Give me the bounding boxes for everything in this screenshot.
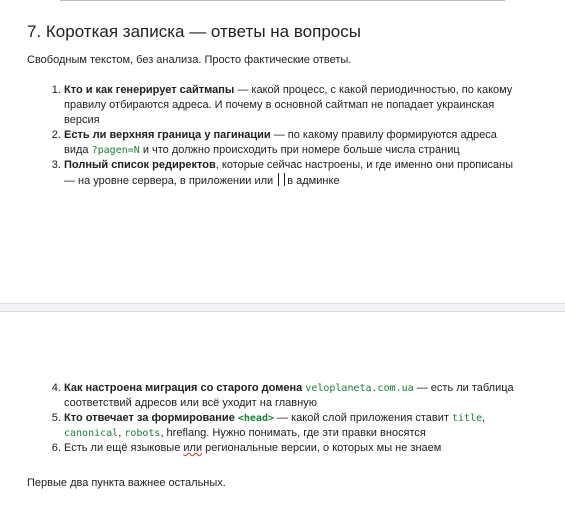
item-2-code: ?pagen=N: [91, 145, 140, 156]
list-item-1[interactable]: [64, 83, 524, 128]
section-heading[interactable]: 7. Короткая записка — ответы на вопросы: [27, 22, 361, 41]
list-item-4[interactable]: [64, 381, 524, 411]
questions-list-part-1: [48, 83, 524, 189]
item-5-bold-code: <head>: [237, 413, 274, 424]
item-5-text-a: — какой слой приложения ставит: [274, 412, 452, 424]
list-item-2[interactable]: [64, 128, 524, 158]
item-1-text: — какой процесс, с какой периодичностью, по какому правилу отбираются адреса. И почему в основной сайтмап не попадает украинская версия: [64, 84, 513, 126]
item-6-text-a: Есть ли ещё языковые: [64, 442, 184, 454]
item-3-title: Полный список редиректов: [64, 159, 216, 171]
list-item-6[interactable]: [64, 441, 524, 456]
item-5-code-canonical: canonical: [64, 428, 119, 439]
item-2-text-b: и что должно происходить при номере больше числа страниц: [139, 144, 460, 156]
list-item-5[interactable]: [64, 411, 524, 441]
item-5-code-robots: robots: [124, 428, 161, 439]
item-4-title: Как настроена миграция со старого домена: [64, 382, 303, 394]
item-4-code: veloplaneta.com.ua: [305, 383, 414, 394]
item-1-title: Кто и как генерирует сайтмапы: [64, 84, 235, 96]
item-3-text-b: в админке: [287, 175, 340, 187]
item-2-text-a: — по какому правилу формируются адреса вида: [64, 129, 497, 156]
list-item-3[interactable]: [64, 158, 524, 189]
item-5-code-title: title: [451, 413, 483, 424]
item-2-title: Есть ли верхняя граница у пагинации: [64, 129, 271, 141]
spellcheck-word[interactable]: или: [183, 442, 203, 454]
item-5-separator-1: ,: [482, 412, 486, 424]
closing-paragraph[interactable]: Первые два пункта важнее остальных.: [27, 477, 226, 489]
page-top-divider: [60, 0, 505, 1]
item-6-text-b: региональные версии, о которых мы не знаем: [202, 442, 442, 454]
item-5-title: Кто отвечает за формирование: [64, 412, 238, 424]
item-5-text-b: , hreflang. Нужно понимать, где эти правки вносятся: [160, 427, 426, 439]
text-cursor-icon: [278, 173, 285, 186]
questions-list-part-2: [48, 381, 524, 456]
item-3-text-a: , которые сейчас настроены, и где именно они прописаны — на уровне сервера, в приложении или: [64, 159, 514, 187]
item-4-text: — есть ли таблица соответствий адресов или всё уходит на главную: [64, 382, 514, 409]
intro-paragraph[interactable]: Свободным текстом, без анализа. Просто фактические ответы.: [27, 54, 352, 66]
item-5-separator-2: ,: [118, 427, 125, 439]
